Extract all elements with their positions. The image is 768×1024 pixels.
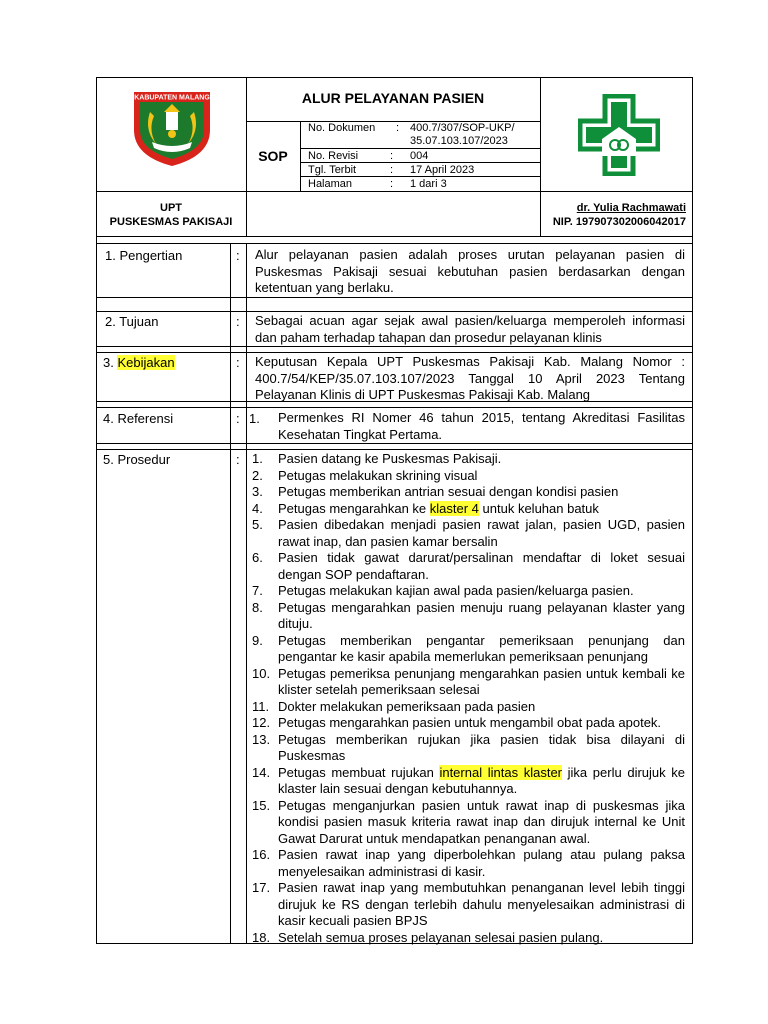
prosedur-step-text: Petugas mengarahkan ke klaster 4 untuk keluhan batuk <box>278 500 599 516</box>
prosedur-step-number: 4. <box>252 500 263 516</box>
meta-sep-revisi: : <box>390 150 394 162</box>
prosedur-step <box>252 732 685 765</box>
prosedur-step-number: 14. <box>252 764 271 780</box>
prosedur-step-number: 17. <box>252 880 271 895</box>
prosedur-step <box>252 517 685 550</box>
prosedur-step-text: Petugas memberikan pengantar pemeriksaan penunjang dan pengantar ke kasir apabila memerlukan pemeriksaan penunjang <box>278 632 685 664</box>
prosedur-step <box>252 930 685 947</box>
kebijakan-number: 3. <box>103 355 114 370</box>
prosedur-step-text: Petugas pemeriksa penunjang mengarahkan pasien untuk kembali ke klister setelah pemeriksaan selesai <box>278 665 685 697</box>
prosedur-step-number: 7. <box>252 583 263 598</box>
prosedur-step-text: Petugas melakukan skrining visual <box>278 467 478 483</box>
highlighted-text: internal lintas klaster <box>439 764 563 780</box>
prosedur-step <box>252 715 685 732</box>
section-sep-kebijakan: : <box>236 355 240 370</box>
meta-value-halaman: 1 dari 3 <box>410 178 447 190</box>
prosedur-step <box>252 666 685 699</box>
prosedur-step-number: 6. <box>252 550 263 565</box>
prosedur-step-number: 12. <box>252 715 271 730</box>
prosedur-step-text: Pasien tidak gawat darurat/persalinan mendaftar di loket sesuai dengan SOP pendaftaran. <box>278 550 685 582</box>
section-sep-referensi: : <box>236 411 240 426</box>
prosedur-step <box>252 847 685 880</box>
section-text-kebijakan: Keputusan Kepala UPT Puskesmas Pakisaji Kab. Malang Nomor : 400.7/54/KEP/35.07.103.107/2023 Tanggal 10 April 2023 Tentang Pelayanan Klinis di UPT Puskesmas Pakisaji Kab. Malang <box>255 354 685 402</box>
prosedur-step-number: 10. <box>252 665 271 681</box>
prosedur-step-text: Petugas memberikan rujukan jika pasien tidak bisa dilayani di Puskesmas <box>278 731 685 763</box>
prosedur-step-number: 13. <box>252 731 271 747</box>
prosedur-step-number: 9. <box>252 632 263 648</box>
prosedur-step-number: 8. <box>252 599 263 615</box>
prosedur-step <box>252 550 685 583</box>
sop-label: SOP <box>258 148 288 164</box>
section-text-tujuan: Sebagai acuan agar sejak awal pasien/keluarga memperoleh informasi dan paham terhadap tahapan dan prosedur pelayanan klinis <box>255 313 685 345</box>
referensi-number: 1. <box>249 411 260 426</box>
prosedur-list <box>252 451 685 946</box>
prosedur-steps <box>252 451 685 946</box>
prosedur-step-text: Pasien datang ke Puskesmas Pakisaji. <box>278 451 502 466</box>
prosedur-step-text: Petugas menganjurkan pasien untuk rawat inap di puskesmas jika kondisi pasien masuk kriteria rawat inap dan dirujuk internal ke Unit Gawat Darurat untuk mendapatkan penanganan awal. <box>278 797 685 846</box>
section-label-prosedur: 5. Prosedur <box>103 452 171 467</box>
prosedur-step <box>252 468 685 485</box>
section-text-pengertian: Alur pelayanan pasien adalah proses urutan pelayanan pasien di Puskesmas Pakisaji sesuai kebutuhan pasien berdasarkan dengan ketentuan yang berlaku. <box>255 247 685 295</box>
unit-line1: UPT <box>160 202 182 214</box>
meta-value-dokumen-cont: 35.07.103.107/2023 <box>410 135 508 147</box>
prosedur-step-text: Petugas mengarahkan pasien menuju ruang pelayanan klaster yang dituju. <box>278 599 685 631</box>
meta-sep-terbit: : <box>390 164 394 176</box>
document-title: ALUR PELAYANAN PASIEN <box>301 90 485 106</box>
prosedur-step-number: 3. <box>252 484 263 499</box>
prosedur-step <box>252 451 685 468</box>
prosedur-step-number: 18. <box>252 929 271 945</box>
puskesmas-logo <box>578 94 660 176</box>
prosedur-step-text: Petugas melakukan kajian awal pada pasien/keluarga pasien. <box>278 583 634 598</box>
prosedur-step-text: Dokter melakukan pemeriksaan pada pasien <box>278 698 536 714</box>
highlighted-text: klaster 4 <box>429 500 479 516</box>
prosedur-step-number: 1. <box>252 451 263 466</box>
prosedur-step-text: Petugas membuat rujukan internal lintas klaster jika perlu dirujuk ke klaster lain sesuai dengan kebutuhannya. <box>278 764 686 796</box>
meta-label-halaman: Halaman <box>308 178 353 190</box>
section-sep-pengertian: : <box>236 248 240 263</box>
meta-sep-halaman: : <box>390 178 394 190</box>
prosedur-step <box>252 484 685 501</box>
meta-label-dokumen: No. Dokumen <box>308 122 376 134</box>
section-label-pengertian: 1. Pengertian <box>105 248 183 263</box>
signer-name: dr. Yulia Rachmawati <box>576 202 686 214</box>
logo-text: KABUPATEN MALANG <box>134 94 210 102</box>
kabupaten-malang-logo <box>126 86 218 168</box>
prosedur-step <box>252 765 685 798</box>
prosedur-step <box>252 798 685 848</box>
prosedur-step-text: Pasien rawat inap yang membutuhkan penanganan level lebih tinggi dirujuk ke RS dengan terlebih dahulu menyelesaikan administrasi di kasir kecuali pasien BPJS <box>278 880 685 928</box>
section-sep-tujuan: : <box>236 314 240 329</box>
section-label-kebijakan <box>103 355 175 371</box>
prosedur-step-number: 16. <box>252 847 271 862</box>
section-label-tujuan: 2. Tujuan <box>105 314 159 329</box>
prosedur-step <box>252 600 685 633</box>
section-sep-prosedur: : <box>236 452 240 467</box>
prosedur-step <box>252 583 685 600</box>
prosedur-step-text: Setelah semua proses pelayanan selesai pasien pulang. <box>278 929 604 945</box>
meta-label-terbit: Tgl. Terbit <box>308 164 357 176</box>
meta-label-revisi: No. Revisi <box>308 150 359 162</box>
prosedur-step-number: 11. <box>252 698 270 714</box>
prosedur-step-number: 5. <box>252 517 263 532</box>
prosedur-step-text: Petugas memberikan antrian sesuai dengan kondisi pasien <box>278 484 619 499</box>
section-label-referensi: 4. Referensi <box>103 411 174 426</box>
meta-value-revisi: 004 <box>410 150 429 162</box>
prosedur-step <box>252 633 685 666</box>
prosedur-step <box>252 699 685 716</box>
signer-nip: NIP. 197907302006042017 <box>552 216 686 228</box>
prosedur-step-number: 2. <box>252 467 263 483</box>
meta-value-terbit: 17 April 2023 <box>410 164 475 176</box>
prosedur-step <box>252 501 685 518</box>
kebijakan-label-highlight: Kebijakan <box>117 355 175 370</box>
unit-line2: PUSKESMAS PAKISAJI <box>109 216 233 228</box>
prosedur-step <box>252 880 685 930</box>
meta-value-dokumen: 400.7/307/SOP-UKP/ <box>410 122 515 134</box>
meta-sep-dokumen: : <box>396 122 400 134</box>
prosedur-step-text: Petugas mengarahkan pasien untuk mengambil obat pada apotek. <box>278 715 662 730</box>
section-text-referensi: Permenkes RI Nomer 46 tahun 2015, tentang Akreditasi Fasilitas Kesehatan Tingkat Pertama. <box>278 410 685 442</box>
prosedur-step-text: Pasien dibedakan menjadi pasien rawat jalan, pasien UGD, pasien rawat inap, dan pasien kamar bersalin <box>278 517 685 549</box>
prosedur-step-text: Pasien rawat inap yang diperbolehkan pulang atau pulang paksa menyelesaikan administrasi di kasir. <box>278 847 685 879</box>
prosedur-step-number: 15. <box>252 797 271 813</box>
